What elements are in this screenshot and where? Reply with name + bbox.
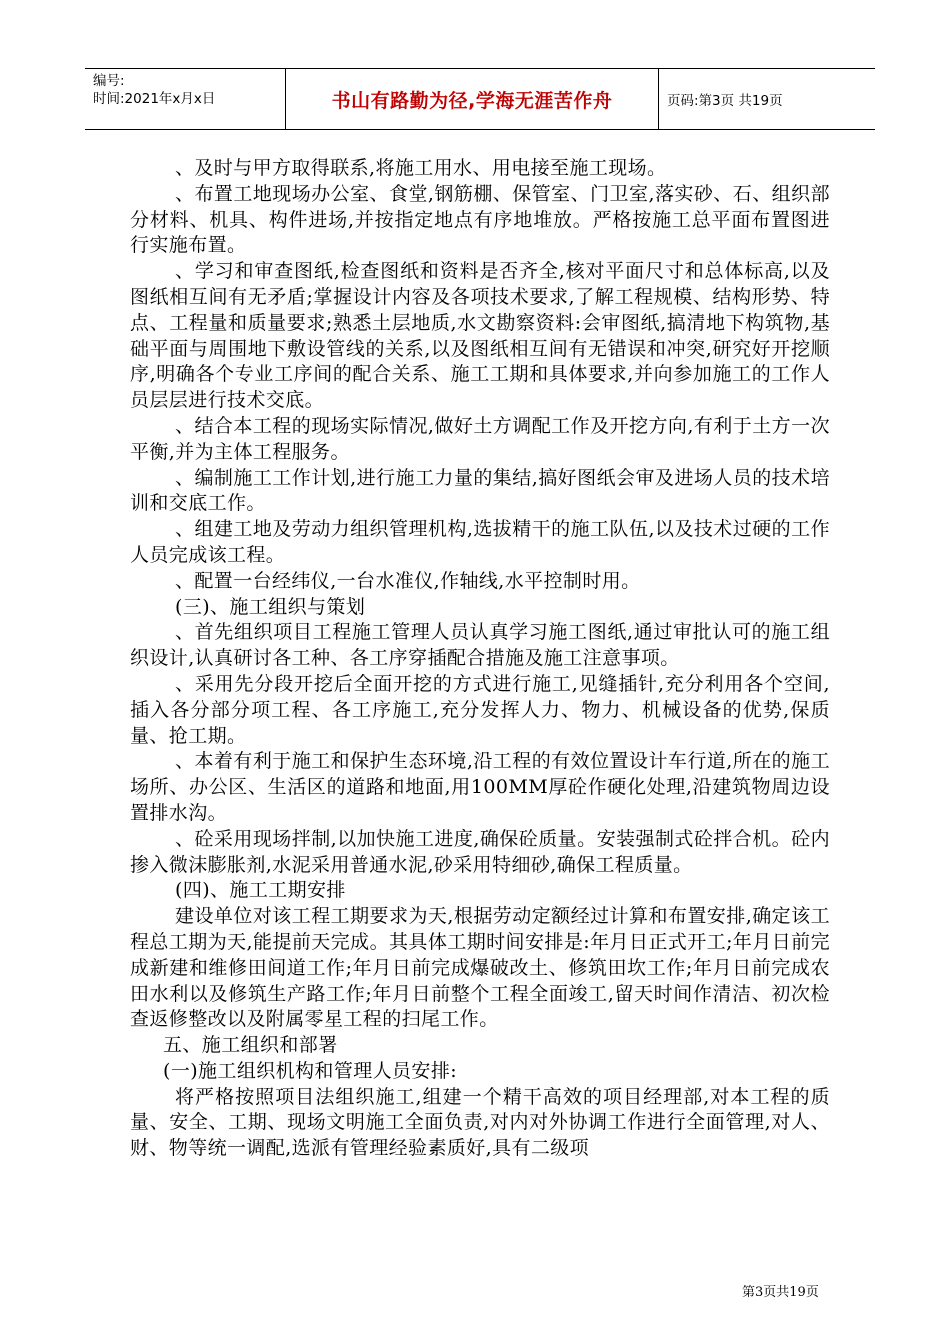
section-heading: 五、施工组织和部署 xyxy=(163,1034,338,1057)
paragraph: 、配置一台经纬仪,一台水准仪,作轴线,水平控制时用。 xyxy=(175,569,641,592)
paragraph: 将严格按照项目法组织施工,组建一个精干高效的项目经理部,对本工程的质量、安全、工期、现场文明施工全面负责,对内对外协调工作进行全面管理,对人、财、物等统一调配,选派有管理经验素质好,具有二级项 xyxy=(130,1085,830,1160)
page-footer xyxy=(742,1281,819,1300)
section-heading: (四)、施工工期安排 xyxy=(175,879,346,902)
header-page-number: 页码:第3页 共19页 xyxy=(667,93,783,109)
paragraph: 建设单位对该工程工期要求为天,根据劳动定额经过计算和布置安排,确定该工程总工期为天,能提前天完成。其具体工期时间安排是:年月日正式开工;年月日前完成新建和维修田间道工作;年月日前完成爆破改土、修筑田坎工作;年月日前完成农田水利以及修筑生产路工作;年月日前整个工程全面竣工,留天时间作清洁、初次检查返修整改以及附属零星工程的扫尾工作。 xyxy=(130,905,830,1031)
section-heading: (一)施工组织机构和管理人员安排: xyxy=(163,1059,458,1082)
header-meta-cell xyxy=(85,69,286,129)
paragraph: 、结合本工程的现场实际情况,做好土方调配工作及开挖方向,有利于土方一次平衡,并为主体工程服务。 xyxy=(130,414,830,463)
paragraph: 、组建工地及劳动力组织管理机构,选拔精干的施工队伍,以及技术过硬的工作人员完成该工程。 xyxy=(130,518,830,566)
paragraph: 、首先组织项目工程施工管理人员认真学习施工图纸,通过审批认可的施工组织设计,认真研讨各工种、各工序穿插配合措施及施工注意事项。 xyxy=(130,621,830,670)
paragraph: 、学习和审查图纸,检查图纸和资料是否齐全,核对平面尺寸和总体标高,以及图纸相互间有无矛盾;掌握设计内容及各项技术要求,了解工程规模、结构形势、特点、工程量和质量要求;熟悉土层地质,水文勘察资料:会审图纸,搞清地下构筑物,基础平面与周围地下敷设管线的关系,以及图纸相互间有无错误和冲突,研究好开挖顺序,明确各个专业工序间的配合关系、施工工期和具体要求,并向参加施工的工作人员层层进行技术交底。 xyxy=(130,260,830,412)
header-page-cell xyxy=(659,69,875,129)
page-header xyxy=(85,68,875,130)
header-motto: 书山有路勤为径,学海无涯苦作舟 xyxy=(331,89,613,112)
paragraph: 、砼采用现场拌制,以加快施工进度,确保砼质量。安装强制式砼拌合机。砼内掺入微沫膨胀剂,水泥采用普通水泥,砂采用特细砂,确保工程质量。 xyxy=(130,827,830,876)
document-time-label: 时间:2021年x月x日 xyxy=(93,91,216,107)
paragraph: 、布置工地现场办公室、食堂,钢筋棚、保管室、门卫室,落实砂、石、组织部分材料、机具、构件进场,并按指定地点有序地堆放。严格按施工总平面布置图进行实施布置。 xyxy=(130,182,830,257)
document-body xyxy=(130,156,830,1162)
footer-page-number: 第3页共19页 xyxy=(742,1285,819,1300)
paragraph: 、及时与甲方取得联系,将施工用水、用电接至施工现场。 xyxy=(175,157,667,179)
paragraph: 、采用先分段开挖后全面开挖的方式进行施工,见缝插针,充分利用各个空间,插入各分部分项工程、各工序施工,充分发挥人力、物力、机械设备的优势,保质量、抢工期。 xyxy=(130,672,830,747)
paragraph: 、编制施工工作计划,进行施工力量的集结,搞好图纸会审及进场人员的技术培训和交底工作。 xyxy=(130,466,830,515)
paragraph: 、本着有利于施工和保护生态环境,沿工程的有效位置设计车行道,所在的施工场所、办公区、生活区的道路和地面,用100MM厚砼作硬化处理,沿建筑物周边设置排水沟。 xyxy=(130,750,830,824)
header-motto-cell xyxy=(286,69,659,129)
section-heading: (三)、施工组织与策划 xyxy=(175,595,366,618)
document-number-label: 编号: xyxy=(93,73,125,89)
